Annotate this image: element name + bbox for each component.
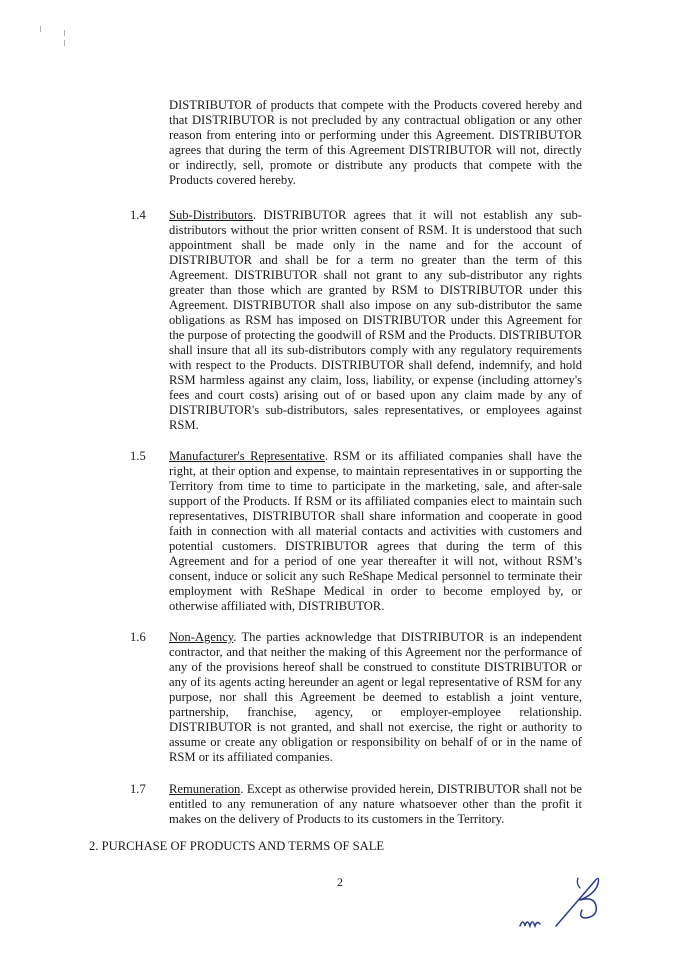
clause-1-7	[169, 782, 582, 827]
clause-body: . DISTRIBUTOR agrees that it will not establish any sub-distributors without the prior written consent of RSM. It is understood that such appointment shall be made only in the name and for the account of DISTRIBUTOR and shall be for a term no greater than the term of this Agreement. DISTRIBUTOR shall not grant to any sub-distributor any rights greater than those which are granted by RSM to DISTRIBUTOR under this Agreement. DISTRIBUTOR shall also impose on any sub-distributor the same obligations as RSM has imposed on DISTRIBUTOR under this Agreement for the purpose of protecting the goodwill of RSM and the Products. DISTRIBUTOR shall insure that all its sub-distributors comply with any regulatory requirements with respect to the Products. DISTRIBUTOR shall defend, indemnify, and hold RSM harmless against any claim, loss, liability, or expense (including attorney's fees and court costs) arising out of or based upon any claim made by any of DISTRIBUTOR's sub-distributors, sales representatives, or employees against RSM.	[169, 208, 582, 432]
clause-heading: Remuneration	[169, 782, 241, 796]
clause-number: 1.4	[130, 208, 146, 222]
clause-body: . Except as otherwise provided herein, DISTRIBUTOR shall not be entitled to any remuneration of any nature whatsoever other than the profit it makes on the delivery of Products to its customers in the Territory.	[169, 782, 582, 826]
clause-heading: Non-Agency	[169, 630, 234, 644]
clause-number: 1.5	[130, 449, 146, 463]
clause-1-4	[169, 208, 582, 433]
clause-body: . RSM or its affiliated companies shall have the right, at their option and expense, to maintain representatives in or supporting the Territory from time to time to participate in the marketing, sale, and after-sale support of the Products. If RSM or its affiliated companies elect to maintain such representatives, DISTRIBUTOR shall share information and cooperate in good faith in connection with all material contacts and activities with customers and potential customers. DISTRIBUTOR agrees that during the term of this Agreement and for a period of one year thereafter it will not, without RSM’s consent, induce or solicit any such ReShape Medical personnel to terminate their employment with ReShape Medical in order to become employed by, or otherwise affiliated with, DISTRIBUTOR.	[169, 449, 582, 613]
page-number: 2	[337, 875, 343, 889]
clause-body: . The parties acknowledge that DISTRIBUTOR is an independent contractor, and that neither the making of this Agreement nor the performance of any of the provisions hereof shall be construed to constitute DISTRIBUTOR or any of its agents acting hereunder an agent or legal representative of RSM for any purpose, nor shall this Agreement be deemed to establish a joint venture, partnership, franchise, agency, or employer-employee relationship. DISTRIBUTOR is not granted, and shall not exercise, the right or authority to assume or create any obligation or responsibility on behalf of or in the name of RSM or its affiliated companies.	[169, 630, 582, 764]
clause-number: 1.6	[130, 630, 146, 644]
clause-heading: Sub-Distributors	[169, 208, 253, 222]
signature-initials	[508, 864, 618, 944]
clause-number: 1.7	[130, 782, 146, 796]
section-heading: 2. PURCHASE OF PRODUCTS AND TERMS OF SALE	[89, 839, 385, 853]
clause-1-5	[169, 449, 582, 614]
clause-1-6	[169, 630, 582, 765]
clause-heading: Manufacturer's Representative	[169, 449, 325, 463]
intro-paragraph: DISTRIBUTOR of products that compete with the Products covered hereby and that DISTRIBUTOR is not precluded by any contractual obligation or any other reason from entering into or performing under this Agreement. DISTRIBUTOR agrees that during the term of this Agreement DISTRIBUTOR will not, directly or indirectly, sell, promote or distribute any products that compete with the Products covered hereby.	[169, 98, 582, 187]
